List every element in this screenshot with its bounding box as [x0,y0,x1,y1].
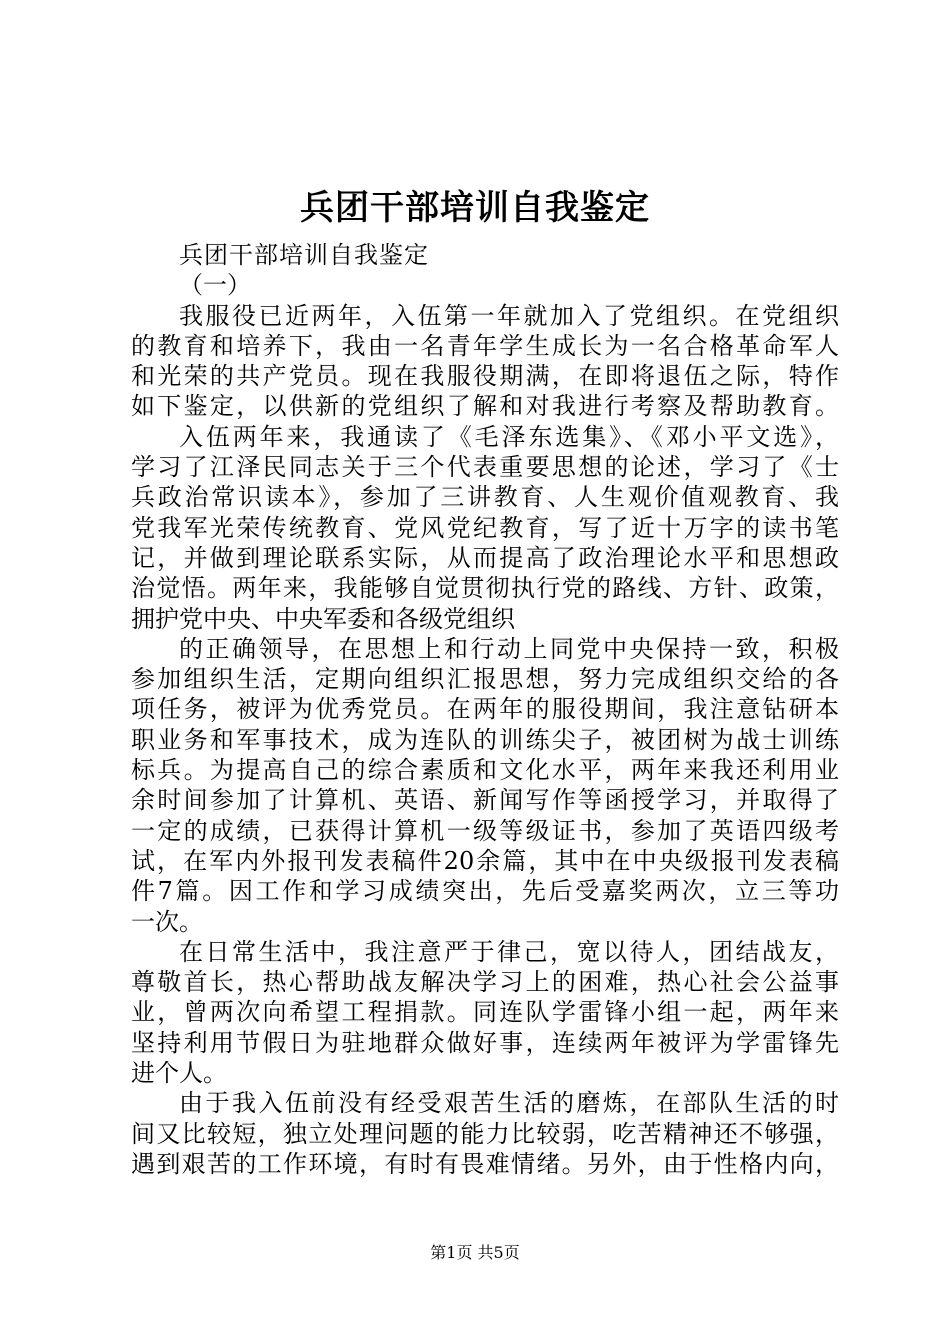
paragraph-line: 坚持利用节假日为驻地群众做好事，连续两年被评为学雷锋先 [131,1028,839,1057]
paragraph-line: 项任务，被评为优秀党员。在两年的服役期间，我注意钻研本 [131,695,839,724]
paragraph-line: 标兵。为提高自己的综合素质和文化水平，两年来我还利用业 [131,756,839,785]
paragraph-line: 记，并做到理论联系实际，从而提高了政治理论水平和思想政 [131,543,839,572]
paragraph-line: 余时间参加了计算机、英语、新闻写作等函授学习，并取得了 [131,786,839,815]
paragraph-line: 我服役已近两年，入伍第一年就加入了党组织。在党组织 [179,301,839,330]
paragraph-line: 间又比较短，独立处理问题的能力比较弱，吃苦精神还不够强， [131,1119,839,1148]
paragraph-line: 遇到艰苦的工作环境，有时有畏难情绪。另外，由于性格内向， [131,1149,839,1178]
paragraph-line: 兵政治常识读本》，参加了三讲教育、人生观价值观教育、我 [131,483,839,512]
paragraph-line: 试，在军内外报刊发表稿件20余篇，其中在中央级报刊发表稿 [131,846,839,875]
paragraph-line: 如下鉴定，以供新的党组织了解和对我进行考察及帮助教育。 [131,392,839,421]
document-title: 兵团干部培训自我鉴定 [300,188,650,228]
page-indicator: 第1页 共5页 [430,1243,520,1262]
paragraph-line: 的正确领导，在思想上和行动上同党中央保持一致，积极 [179,634,839,663]
paragraph-line: 尊敬首长，热心帮助战友解决学习上的困难，热心社会公益事 [131,968,839,997]
paragraph-line: 和光荣的共产党员。现在我服役期满，在即将退伍之际，特作 [131,362,839,391]
paragraph-line: 治觉悟。两年来，我能够自觉贯彻执行党的路线、方针、政策， [131,574,839,603]
paragraph-line: 参加组织生活，定期向组织汇报思想，努力完成组织交给的各 [131,665,839,694]
paragraph-line: 职业务和军事技术，成为连队的训练尖子，被团树为战士训练 [131,725,839,754]
paragraph-line: 由于我入伍前没有经受艰苦生活的磨炼，在部队生活的时 [179,1089,839,1118]
document-subtitle: 兵团干部培训自我鉴定 [179,241,429,269]
paragraph-line: 业，曾两次向希望工程捐款。同连队学雷锋小组一起，两年来 [131,998,839,1027]
paragraph-line: 党我军光荣传统教育、党风党纪教育，写了近十万字的读书笔 [131,513,839,542]
paragraph-line: 拥护党中央、中央军委和各级党组织 [131,604,515,633]
paragraph-line: 学习了江泽民同志关于三个代表重要思想的论述，学习了《士 [131,453,839,482]
document-body [131,240,839,1179]
paragraph-line: 一次。 [131,907,203,936]
paragraph-line: 入伍两年来，我通读了《毛泽东选集》、《邓小平文选》， [179,422,839,451]
paragraph-line: 的教育和培养下，我由一名青年学生成长为一名合格革命军人 [131,331,839,360]
paragraph-line: 件7篇。因工作和学习成绩突出，先后受嘉奖两次，立三等功 [131,877,839,906]
paragraph-line: 在日常生活中，我注意严于律己，宽以待人，团结战友， [179,937,839,966]
paragraph-line: 一定的成绩，已获得计算机一级等级证书，参加了英语四级考 [131,816,839,845]
section-marker: （一） [179,271,251,300]
paragraph-line: 进个人。 [131,1059,227,1088]
